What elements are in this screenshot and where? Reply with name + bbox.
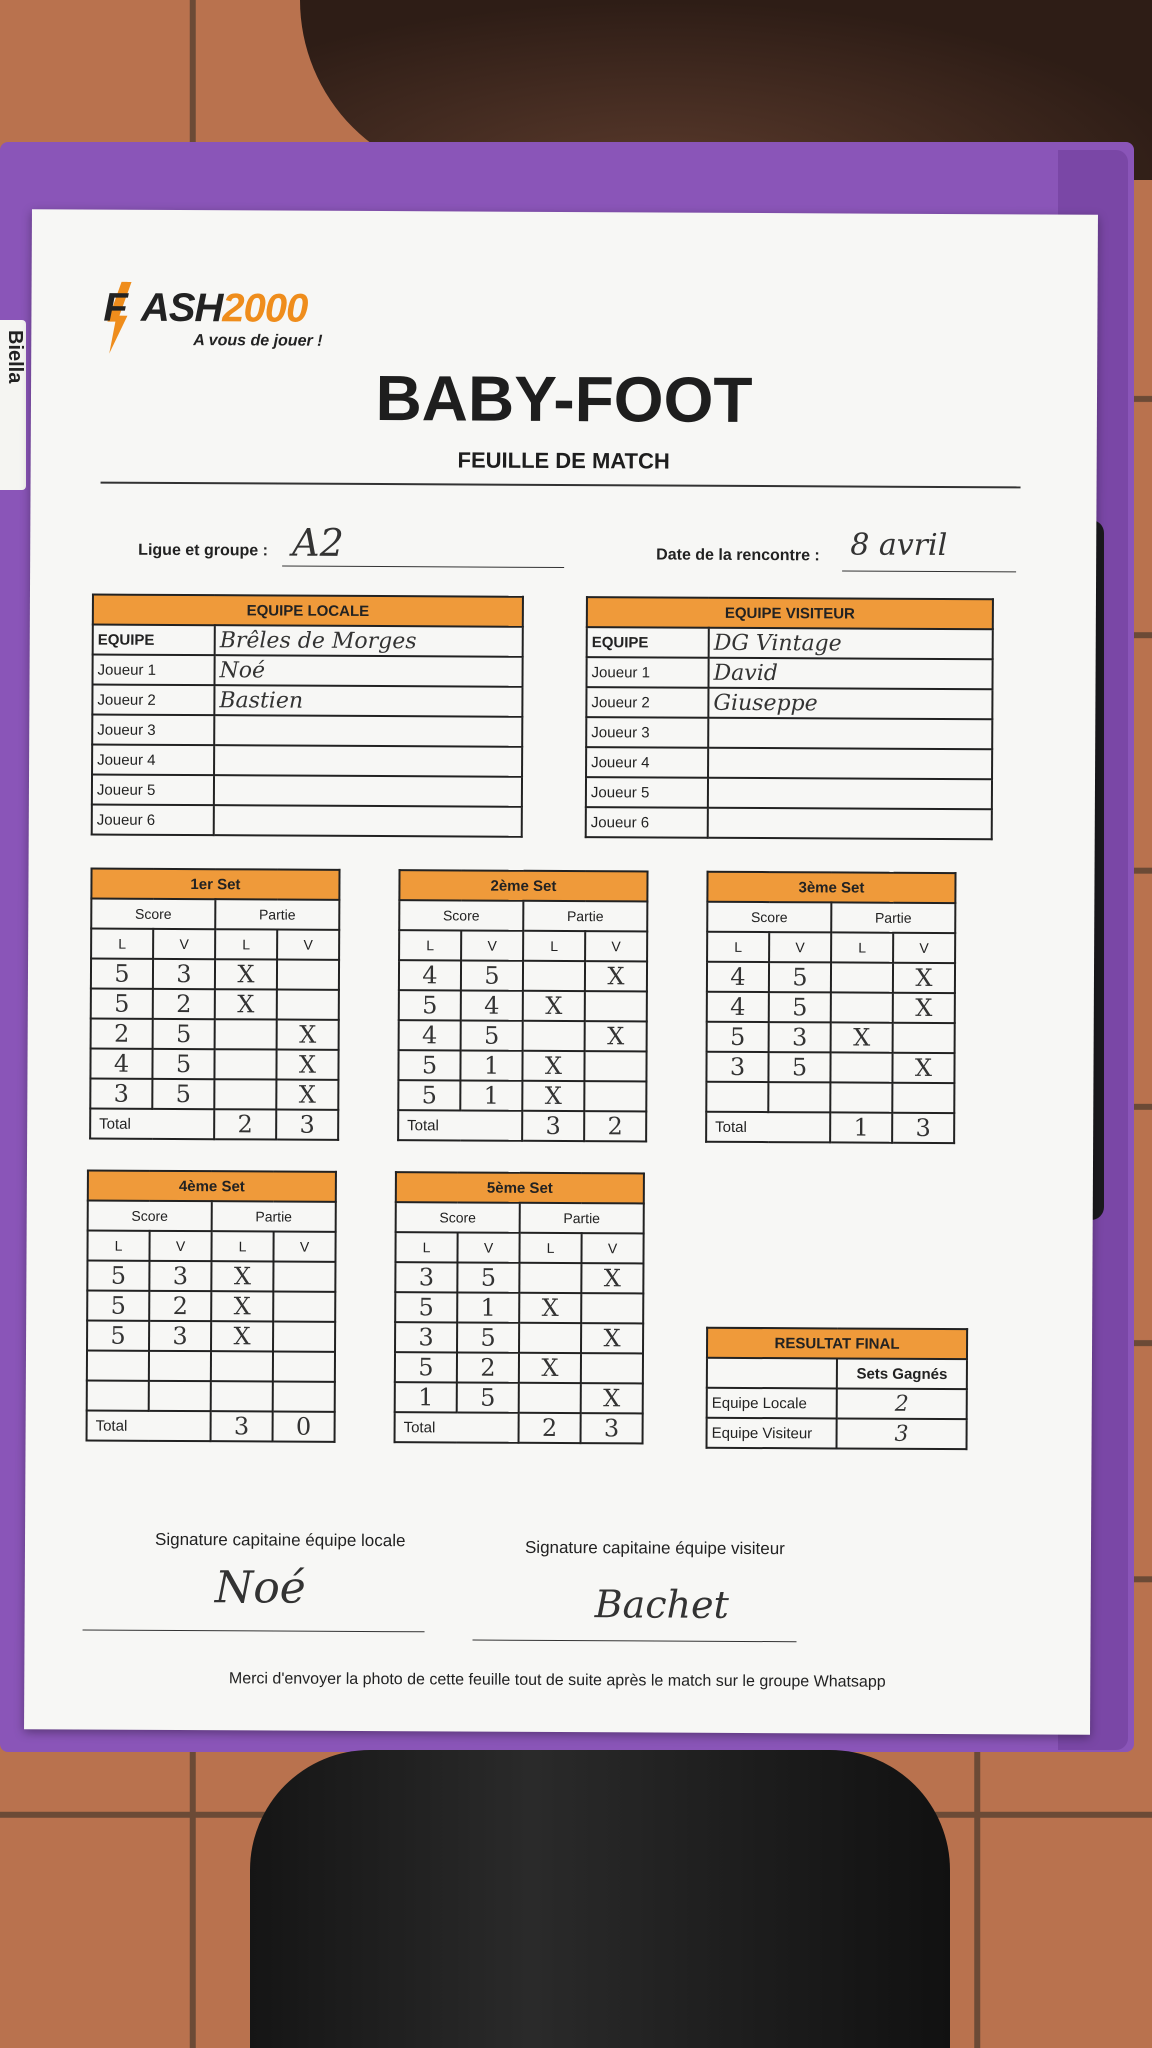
player-label: Joueur 1 bbox=[586, 657, 708, 688]
score-v[interactable]: 3 bbox=[149, 1321, 211, 1351]
final-visitor-label: Equipe Visiteur bbox=[707, 1418, 837, 1449]
partie-l[interactable]: X bbox=[522, 1081, 584, 1111]
score-l[interactable]: 5 bbox=[87, 1291, 149, 1321]
set-title: 2ème Set bbox=[399, 870, 647, 901]
score-v[interactable]: 2 bbox=[149, 1291, 211, 1321]
partie-v[interactable] bbox=[892, 1083, 954, 1113]
set-title: 1er Set bbox=[91, 869, 339, 900]
partie-v[interactable] bbox=[273, 1381, 335, 1411]
score-l[interactable]: 5 bbox=[87, 1321, 149, 1351]
binder-sticker bbox=[0, 320, 26, 490]
col-l: L bbox=[519, 1233, 581, 1263]
visitor-player-4[interactable] bbox=[708, 748, 992, 779]
score-l[interactable]: 5 bbox=[398, 1050, 460, 1080]
col-l: L bbox=[399, 930, 461, 960]
partie-v[interactable]: X bbox=[581, 1323, 643, 1353]
score-v[interactable]: 5 bbox=[152, 1049, 214, 1079]
game-row bbox=[90, 1079, 338, 1110]
score-l[interactable] bbox=[706, 1082, 768, 1112]
partie-l[interactable] bbox=[519, 1383, 581, 1413]
binder-brand: Biella bbox=[4, 330, 26, 384]
partie-l[interactable] bbox=[211, 1381, 273, 1411]
visitor-team-name[interactable]: DG Vintage bbox=[709, 628, 993, 659]
game-row bbox=[395, 1262, 643, 1293]
final-empty-cell bbox=[707, 1358, 837, 1389]
col-l: L bbox=[395, 1232, 457, 1262]
col-v: V bbox=[461, 930, 523, 960]
local-player-4[interactable] bbox=[214, 745, 522, 777]
game-row bbox=[399, 1020, 647, 1051]
score-v[interactable]: 3 bbox=[153, 959, 215, 989]
tagline: A vous de jouer ! bbox=[193, 332, 323, 350]
score-v[interactable]: 5 bbox=[768, 1052, 830, 1082]
partie-l[interactable] bbox=[523, 961, 585, 991]
game-row bbox=[87, 1381, 335, 1412]
score-v[interactable]: 1 bbox=[457, 1292, 519, 1322]
visitor-signature-line bbox=[472, 1640, 796, 1643]
player-label: Joueur 1 bbox=[92, 655, 214, 686]
local-signature-line bbox=[83, 1630, 425, 1633]
local-team-name[interactable]: Brêles de Morges bbox=[215, 625, 523, 657]
game-row bbox=[395, 1352, 643, 1383]
score-header: Score bbox=[91, 899, 215, 930]
score-l[interactable]: 4 bbox=[707, 962, 769, 992]
date-line bbox=[842, 570, 1016, 572]
col-l: L bbox=[831, 932, 893, 962]
partie-v[interactable]: X bbox=[893, 963, 955, 993]
game-row bbox=[91, 959, 339, 990]
game-row bbox=[87, 1351, 335, 1382]
score-l[interactable]: 5 bbox=[395, 1352, 457, 1382]
score-v[interactable]: 1 bbox=[460, 1050, 522, 1080]
total-v[interactable]: 3 bbox=[276, 1110, 338, 1140]
col-v: V bbox=[273, 1231, 335, 1261]
partie-v[interactable] bbox=[893, 1023, 955, 1053]
partie-v[interactable] bbox=[277, 990, 339, 1020]
score-v[interactable]: 5 bbox=[457, 1322, 519, 1352]
total-l[interactable]: 2 bbox=[214, 1109, 276, 1139]
score-l[interactable]: 5 bbox=[87, 1261, 149, 1291]
partie-v[interactable] bbox=[584, 1051, 646, 1081]
partie-header: Partie bbox=[520, 1203, 644, 1234]
total-l[interactable]: 2 bbox=[519, 1413, 581, 1443]
total-label: Total bbox=[87, 1411, 211, 1442]
score-v[interactable]: 5 bbox=[153, 1019, 215, 1049]
score-l[interactable]: 5 bbox=[399, 990, 461, 1020]
score-l[interactable] bbox=[87, 1351, 149, 1381]
partie-l[interactable] bbox=[523, 1021, 585, 1051]
partie-header: Partie bbox=[831, 902, 955, 933]
game-row bbox=[90, 1049, 338, 1080]
partie-header: Partie bbox=[215, 899, 339, 930]
score-v[interactable]: 3 bbox=[149, 1261, 211, 1291]
partie-v[interactable] bbox=[277, 960, 339, 990]
player-label: Joueur 2 bbox=[586, 687, 708, 718]
player-label: Joueur 3 bbox=[586, 717, 708, 748]
partie-l[interactable] bbox=[830, 1082, 892, 1112]
total-label: Total bbox=[90, 1109, 214, 1140]
game-row bbox=[395, 1322, 643, 1353]
score-l[interactable]: 4 bbox=[399, 1020, 461, 1050]
team-label: EQUIPE bbox=[93, 625, 215, 656]
final-visitor-sets[interactable]: 3 bbox=[837, 1418, 967, 1449]
visitor-player-6[interactable] bbox=[708, 808, 992, 839]
visitor-team-header: EQUIPE VISITEUR bbox=[587, 597, 993, 629]
score-l[interactable]: 4 bbox=[399, 960, 461, 990]
total-l[interactable]: 3 bbox=[522, 1111, 584, 1141]
partie-l[interactable]: X bbox=[211, 1321, 273, 1351]
score-l[interactable]: 2 bbox=[91, 1019, 153, 1049]
score-v[interactable]: 3 bbox=[769, 1022, 831, 1052]
partie-header: Partie bbox=[523, 901, 647, 932]
league-value[interactable]: A2 bbox=[292, 520, 344, 565]
set-table-2 bbox=[397, 869, 648, 1142]
partie-l[interactable]: X bbox=[522, 1051, 584, 1081]
col-v: V bbox=[585, 931, 647, 961]
score-l[interactable]: 4 bbox=[707, 992, 769, 1022]
total-v[interactable]: 0 bbox=[273, 1411, 335, 1441]
visitor-signature-label: Signature capitaine équipe visiteur bbox=[524, 1537, 785, 1559]
total-label: Total bbox=[398, 1110, 522, 1141]
score-v[interactable]: 2 bbox=[457, 1352, 519, 1382]
game-row bbox=[706, 1082, 954, 1113]
col-l: L bbox=[523, 931, 585, 961]
partie-v[interactable]: X bbox=[581, 1383, 643, 1413]
score-v[interactable]: 2 bbox=[153, 989, 215, 1019]
game-row bbox=[87, 1321, 335, 1352]
player-label: Joueur 4 bbox=[92, 745, 214, 776]
local-signature[interactable]: Noé bbox=[214, 1562, 306, 1614]
logo-number: 2000 bbox=[222, 286, 308, 331]
local-player-2[interactable]: Bastien bbox=[214, 685, 522, 717]
player-label: Joueur 3 bbox=[92, 715, 214, 746]
local-player-1[interactable]: Noé bbox=[214, 655, 522, 687]
score-v[interactable]: 5 bbox=[461, 960, 523, 990]
partie-header: Partie bbox=[212, 1201, 336, 1232]
set-title: 5ème Set bbox=[396, 1172, 644, 1203]
partie-v[interactable] bbox=[581, 1353, 643, 1383]
partie-v[interactable] bbox=[273, 1351, 335, 1381]
sets-won-header: Sets Gagnés bbox=[837, 1358, 967, 1389]
col-l: L bbox=[215, 929, 277, 959]
partie-l[interactable] bbox=[519, 1263, 581, 1293]
total-v[interactable]: 3 bbox=[581, 1413, 643, 1443]
score-v[interactable] bbox=[149, 1381, 211, 1411]
partie-v[interactable]: X bbox=[893, 993, 955, 1023]
partie-l[interactable]: X bbox=[831, 1022, 893, 1052]
flash2000-logo bbox=[103, 286, 307, 332]
visitor-team-table bbox=[585, 596, 994, 840]
partie-v[interactable] bbox=[581, 1293, 643, 1323]
total-label: Total bbox=[706, 1112, 830, 1143]
game-row bbox=[706, 1052, 954, 1083]
player-label: Joueur 6 bbox=[586, 807, 708, 838]
game-row bbox=[395, 1292, 643, 1323]
partie-v[interactable]: X bbox=[276, 1050, 338, 1080]
partie-l[interactable] bbox=[211, 1351, 273, 1381]
partie-l[interactable] bbox=[830, 1052, 892, 1082]
score-v[interactable]: 5 bbox=[769, 992, 831, 1022]
partie-v[interactable] bbox=[273, 1261, 335, 1291]
col-v: V bbox=[581, 1233, 643, 1263]
score-l[interactable]: 5 bbox=[395, 1292, 457, 1322]
col-v: V bbox=[457, 1232, 519, 1262]
col-v: V bbox=[149, 1231, 211, 1261]
score-header: Score bbox=[396, 1202, 520, 1233]
visitor-player-5[interactable] bbox=[708, 778, 992, 809]
page-title: BABY-FOOT bbox=[375, 362, 753, 436]
col-v: V bbox=[277, 930, 339, 960]
partie-v[interactable]: X bbox=[276, 1080, 338, 1110]
logo-word: ASH bbox=[140, 285, 223, 331]
game-row bbox=[91, 1019, 339, 1050]
local-signature-label: Signature capitaine équipe locale bbox=[154, 1529, 406, 1551]
set-table-5 bbox=[394, 1171, 645, 1444]
col-v: V bbox=[893, 933, 955, 963]
game-row bbox=[707, 1022, 955, 1053]
local-player-5[interactable] bbox=[214, 775, 522, 807]
player-label: Joueur 5 bbox=[92, 775, 214, 806]
col-v: V bbox=[153, 929, 215, 959]
score-l[interactable]: 3 bbox=[706, 1052, 768, 1082]
score-v[interactable]: 5 bbox=[461, 1020, 523, 1050]
player-label: Joueur 4 bbox=[586, 747, 708, 778]
set-table-1 bbox=[89, 868, 340, 1141]
partie-l[interactable]: X bbox=[211, 1261, 273, 1291]
partie-v[interactable]: X bbox=[585, 961, 647, 991]
total-label: Total bbox=[395, 1412, 519, 1443]
game-row bbox=[398, 1050, 646, 1081]
partie-v[interactable]: X bbox=[581, 1263, 643, 1293]
final-local-label: Equipe Locale bbox=[707, 1388, 837, 1419]
score-header: Score bbox=[88, 1201, 212, 1232]
partie-v[interactable]: X bbox=[892, 1053, 954, 1083]
local-player-3[interactable] bbox=[214, 715, 522, 747]
partie-l[interactable]: X bbox=[523, 991, 585, 1021]
final-result-table bbox=[706, 1327, 969, 1450]
score-l[interactable]: 5 bbox=[398, 1080, 460, 1110]
total-v[interactable]: 3 bbox=[892, 1113, 954, 1143]
partie-v[interactable] bbox=[584, 1081, 646, 1111]
visitor-player-2[interactable]: Giuseppe bbox=[708, 688, 992, 719]
game-row bbox=[87, 1291, 335, 1322]
local-player-6[interactable] bbox=[214, 805, 522, 837]
total-l[interactable]: 1 bbox=[830, 1112, 892, 1142]
col-l: L bbox=[91, 929, 153, 959]
player-label: Joueur 6 bbox=[92, 805, 214, 836]
col-l: L bbox=[211, 1231, 273, 1261]
partie-v[interactable] bbox=[273, 1291, 335, 1321]
score-v[interactable]: 1 bbox=[460, 1080, 522, 1110]
score-l[interactable]: 1 bbox=[395, 1382, 457, 1412]
date-value[interactable]: 8 avril bbox=[850, 527, 948, 564]
footer-note: Merci d'envoyer la photo de cette feuille tout de suite après le match sur le groupe Whatsapp bbox=[228, 1670, 886, 1691]
partie-v[interactable] bbox=[585, 991, 647, 1021]
partie-l[interactable] bbox=[214, 1079, 276, 1109]
partie-l[interactable]: X bbox=[519, 1293, 581, 1323]
score-header: Score bbox=[399, 900, 523, 931]
score-l[interactable]: 5 bbox=[707, 1022, 769, 1052]
partie-l[interactable]: X bbox=[211, 1291, 273, 1321]
partie-v[interactable]: X bbox=[277, 1020, 339, 1050]
partie-l[interactable]: X bbox=[519, 1353, 581, 1383]
set-title: 4ème Set bbox=[88, 1171, 336, 1202]
score-v[interactable]: 5 bbox=[769, 962, 831, 992]
player-label: Joueur 5 bbox=[586, 777, 708, 808]
final-result-header: RESULTAT FINAL bbox=[707, 1328, 967, 1359]
score-v[interactable] bbox=[149, 1351, 211, 1381]
partie-l[interactable] bbox=[519, 1323, 581, 1353]
game-row bbox=[399, 960, 647, 991]
visitor-player-1[interactable]: David bbox=[708, 658, 992, 689]
title-divider bbox=[101, 482, 1021, 489]
score-l[interactable]: 5 bbox=[91, 959, 153, 989]
score-header: Score bbox=[707, 902, 831, 933]
partie-l[interactable]: X bbox=[215, 959, 277, 989]
match-sheet bbox=[24, 209, 1098, 1735]
logo-letter: F bbox=[103, 285, 128, 330]
set-table-4 bbox=[86, 1170, 337, 1443]
local-team-table bbox=[91, 594, 524, 838]
col-l: L bbox=[707, 932, 769, 962]
score-l[interactable] bbox=[87, 1381, 149, 1411]
game-row bbox=[91, 989, 339, 1020]
col-l: L bbox=[87, 1231, 149, 1261]
score-v[interactable]: 5 bbox=[152, 1079, 214, 1109]
game-row bbox=[399, 990, 647, 1021]
partie-v[interactable] bbox=[273, 1321, 335, 1351]
page-subtitle: FEUILLE DE MATCH bbox=[457, 447, 670, 474]
player-label: Joueur 2 bbox=[92, 685, 214, 716]
final-local-sets[interactable]: 2 bbox=[837, 1388, 967, 1419]
partie-v[interactable]: X bbox=[585, 1021, 647, 1051]
score-v[interactable] bbox=[768, 1082, 830, 1112]
set-table-3 bbox=[705, 871, 956, 1144]
date-label: Date de la rencontre : bbox=[656, 546, 820, 565]
score-v[interactable]: 5 bbox=[457, 1382, 519, 1412]
game-row bbox=[707, 992, 955, 1023]
legs-background bbox=[250, 1750, 950, 2048]
team-label: EQUIPE bbox=[587, 627, 709, 658]
league-label: Ligue et groupe : bbox=[138, 541, 269, 560]
partie-l[interactable]: X bbox=[215, 989, 277, 1019]
score-v[interactable]: 5 bbox=[457, 1262, 519, 1292]
local-team-header: EQUIPE LOCALE bbox=[93, 595, 523, 627]
partie-l[interactable] bbox=[214, 1049, 276, 1079]
score-l[interactable]: 3 bbox=[395, 1262, 457, 1292]
game-row bbox=[398, 1080, 646, 1111]
score-l[interactable]: 4 bbox=[90, 1049, 152, 1079]
col-v: V bbox=[769, 932, 831, 962]
total-v[interactable]: 2 bbox=[584, 1111, 646, 1141]
visitor-signature[interactable]: Bachet bbox=[594, 1582, 729, 1627]
partie-l[interactable] bbox=[831, 962, 893, 992]
partie-l[interactable] bbox=[831, 992, 893, 1022]
game-row bbox=[395, 1382, 643, 1413]
game-row bbox=[707, 962, 955, 993]
score-l[interactable]: 3 bbox=[395, 1322, 457, 1352]
score-l[interactable]: 3 bbox=[90, 1079, 152, 1109]
game-row bbox=[87, 1261, 335, 1292]
set-title: 3ème Set bbox=[707, 872, 955, 903]
score-l[interactable]: 5 bbox=[91, 989, 153, 1019]
score-v[interactable]: 4 bbox=[461, 990, 523, 1020]
visitor-player-3[interactable] bbox=[708, 718, 992, 749]
league-line bbox=[282, 566, 564, 568]
total-l[interactable]: 3 bbox=[211, 1411, 273, 1441]
partie-l[interactable] bbox=[215, 1019, 277, 1049]
